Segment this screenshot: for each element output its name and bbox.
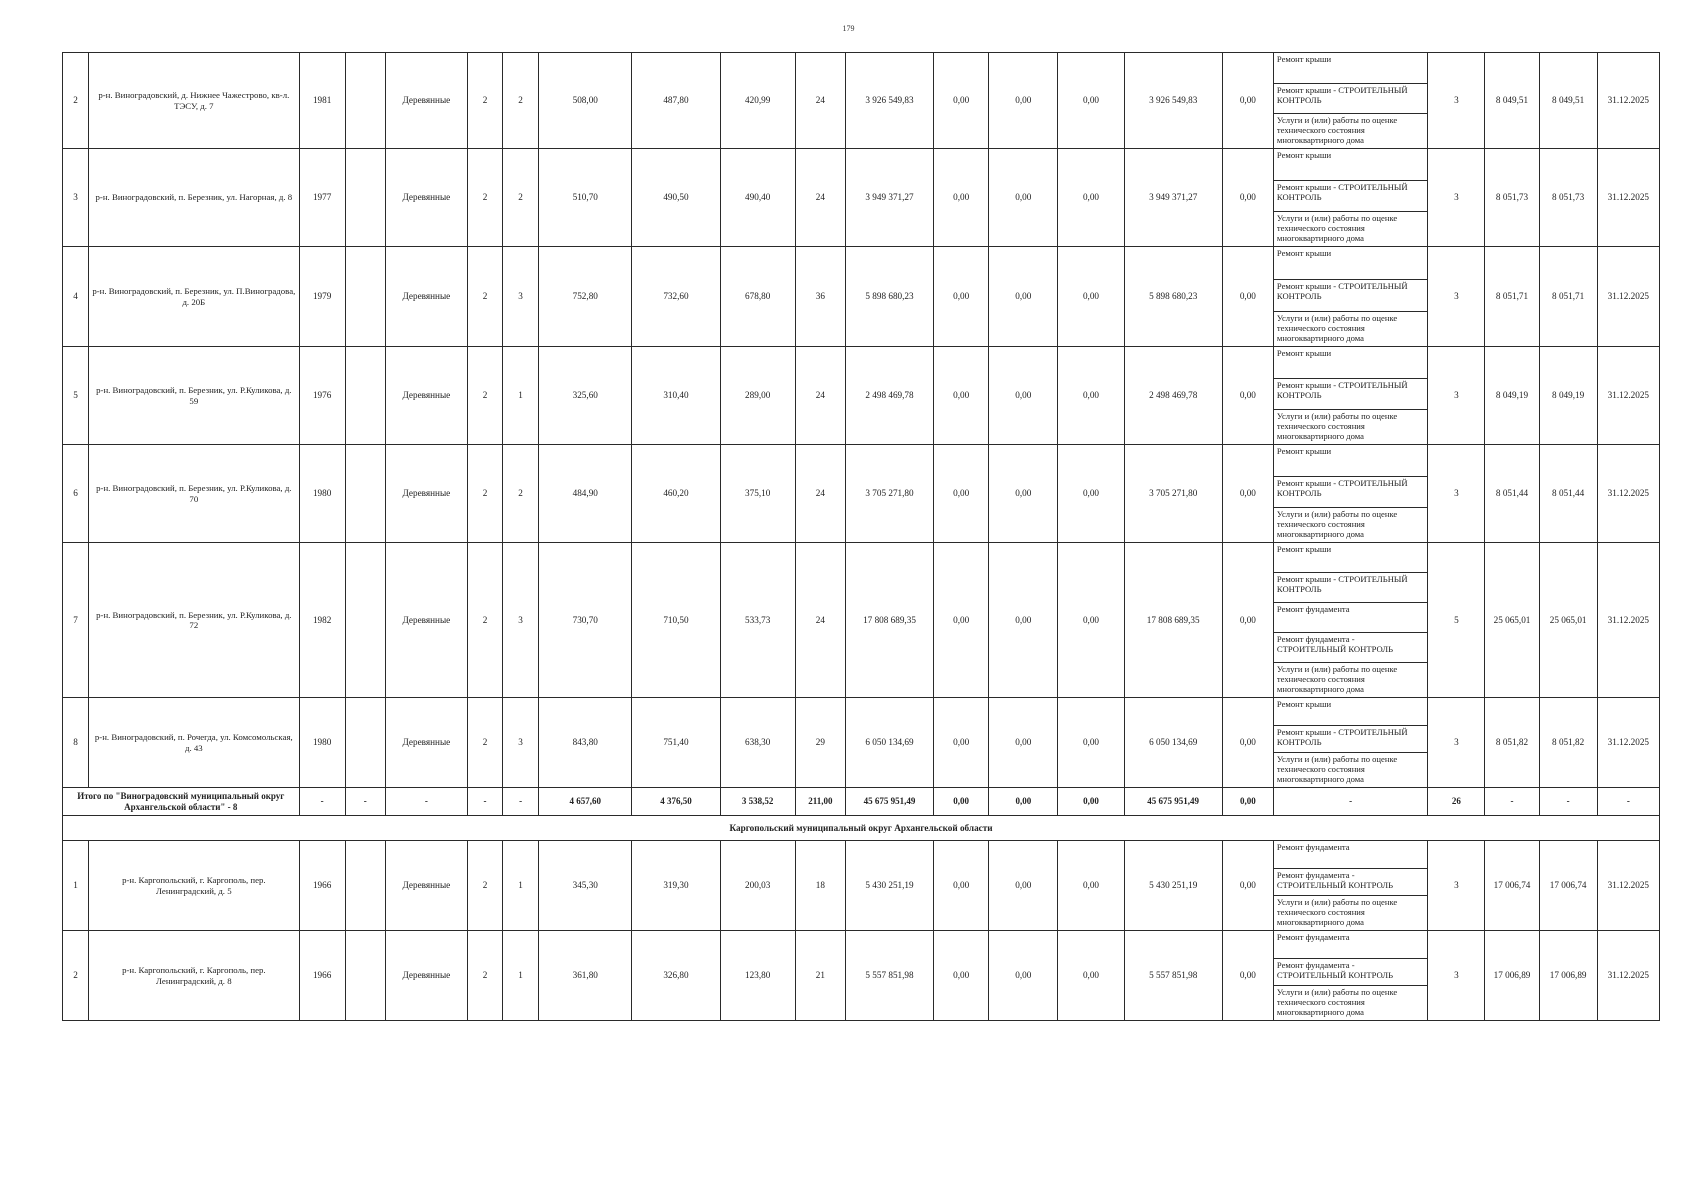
- cell-floors: 2: [467, 149, 502, 247]
- cell-f3: 0,00: [1058, 149, 1124, 247]
- cell-p2: 8 051,82: [1539, 698, 1597, 788]
- cell-f4: 3 926 549,83: [1124, 53, 1222, 149]
- cell-p1: 8 051,44: [1485, 445, 1539, 543]
- cell-entrances: 3: [503, 247, 539, 347]
- cell-f4: 5 898 680,23: [1124, 247, 1222, 347]
- cell-year: 1976: [299, 347, 345, 445]
- cell-c4: [345, 543, 385, 698]
- cell-people: 24: [795, 149, 845, 247]
- cell-date: 31.12.2025: [1597, 149, 1659, 247]
- cell-cnt: 3: [1428, 931, 1485, 1021]
- cell-a3: 375,10: [720, 445, 795, 543]
- cell-date: 31.12.2025: [1597, 698, 1659, 788]
- cell-p2: 8 049,51: [1539, 53, 1597, 149]
- cell-cnt: 3: [1428, 149, 1485, 247]
- cell-a3: 533,73: [720, 543, 795, 698]
- cell-works: [1273, 543, 1427, 698]
- cell-works: [1273, 347, 1427, 445]
- cell-material: Деревянные: [385, 931, 467, 1021]
- work-item: Ремонт крыши: [1276, 348, 1332, 358]
- cell-f5: 0,00: [1222, 247, 1273, 347]
- cell-p1: 17 006,74: [1485, 841, 1539, 931]
- cell-a1: 730,70: [539, 543, 632, 698]
- cell-f2: 0,00: [989, 841, 1058, 931]
- cell-works: [1273, 841, 1427, 931]
- cell-works: [1273, 149, 1427, 247]
- cell-material: Деревянные: [385, 445, 467, 543]
- work-item: Ремонт крыши - СТРОИТЕЛЬНЫЙ КОНТРОЛЬ: [1274, 725, 1427, 753]
- cell-people: 24: [795, 53, 845, 149]
- cell-people: 24: [795, 445, 845, 543]
- work-item: Услуги и (или) работы по оценке технического состояния многоквартирного дома: [1274, 113, 1427, 148]
- cell-f5: 0,00: [1222, 841, 1273, 931]
- work-item: Ремонт крыши: [1276, 544, 1332, 554]
- cell-year: 1981: [299, 53, 345, 149]
- total-label: Итого по "Виноградовский муниципальный округ Архангельской области" - 8: [63, 788, 300, 816]
- work-item: Услуги и (или) работы по оценке технического состояния многоквартирного дома: [1274, 507, 1427, 542]
- cell-n: 6: [63, 445, 89, 543]
- cell-p1: 25 065,01: [1485, 543, 1539, 698]
- total-total: 45 675 951,49: [845, 788, 933, 816]
- cell-entrances: 1: [503, 347, 539, 445]
- cell-c4: [345, 698, 385, 788]
- cell-f1: 0,00: [934, 247, 989, 347]
- total-f1: 0,00: [934, 788, 989, 816]
- works-list: [1274, 149, 1427, 246]
- table-row: [63, 543, 1660, 698]
- cell-works: [1273, 445, 1427, 543]
- work-item: Ремонт фундамента: [1276, 842, 1350, 852]
- cell-material: Деревянные: [385, 53, 467, 149]
- cell-a1: 325,60: [539, 347, 632, 445]
- cell-floors: 2: [467, 347, 502, 445]
- cell-f5: 0,00: [1222, 149, 1273, 247]
- cell-addr: р-н. Виноградовский, п. Березник, ул. Р.Куликова, д. 59: [89, 347, 300, 445]
- table-row: [63, 247, 1660, 347]
- cell-f1: 0,00: [934, 149, 989, 247]
- cell-f2: 0,00: [989, 53, 1058, 149]
- cell-a1: 345,30: [539, 841, 632, 931]
- work-item: Услуги и (или) работы по оценке технического состояния многоквартирного дома: [1274, 752, 1427, 787]
- cell-cnt: 3: [1428, 53, 1485, 149]
- cell-f1: 0,00: [934, 53, 989, 149]
- section-header-row: [63, 816, 1660, 841]
- cell-c4: [345, 247, 385, 347]
- cell-n: 2: [63, 53, 89, 149]
- cell-a1: 510,70: [539, 149, 632, 247]
- capital-repair-table: [62, 52, 1660, 1021]
- cell-p1: 8 049,19: [1485, 347, 1539, 445]
- work-item: Ремонт фундамента - СТРОИТЕЛЬНЫЙ КОНТРОЛЬ: [1274, 632, 1427, 662]
- cell-f3: 0,00: [1058, 841, 1124, 931]
- cell-f4: 3 949 371,27: [1124, 149, 1222, 247]
- total-a1: 4 657,60: [539, 788, 632, 816]
- cell-p2: 8 051,73: [1539, 149, 1597, 247]
- cell-total: 17 808 689,35: [845, 543, 933, 698]
- total-people: 211,00: [795, 788, 845, 816]
- cell-a1: 361,80: [539, 931, 632, 1021]
- cell-date: 31.12.2025: [1597, 247, 1659, 347]
- cell-people: 18: [795, 841, 845, 931]
- cell-a2: 490,50: [632, 149, 720, 247]
- cell-floors: 2: [467, 247, 502, 347]
- cell-addr: р-н. Виноградовский, п. Березник, ул. Р.Куликова, д. 72: [89, 543, 300, 698]
- cell-c4: [345, 149, 385, 247]
- cell-f5: 0,00: [1222, 543, 1273, 698]
- cell-addr: р-н. Виноградовский, п. Березник, ул. Р.Куликова, д. 70: [89, 445, 300, 543]
- cell-a3: 678,80: [720, 247, 795, 347]
- cell-people: 24: [795, 543, 845, 698]
- total-f4: 45 675 951,49: [1124, 788, 1222, 816]
- cell-cnt: 3: [1428, 247, 1485, 347]
- cell-n: 4: [63, 247, 89, 347]
- cell-p2: 8 051,71: [1539, 247, 1597, 347]
- cell-f2: 0,00: [989, 247, 1058, 347]
- cell-n: 1: [63, 841, 89, 931]
- work-item: Ремонт крыши - СТРОИТЕЛЬНЫЙ КОНТРОЛЬ: [1274, 476, 1427, 508]
- cell-material: Деревянные: [385, 698, 467, 788]
- cell-f2: 0,00: [989, 543, 1058, 698]
- cell-a1: 843,80: [539, 698, 632, 788]
- cell-date: 31.12.2025: [1597, 347, 1659, 445]
- cell-a2: 710,50: [632, 543, 720, 698]
- cell-addr: р-н. Каргопольский, г. Каргополь, пер. Ленинградский, д. 8: [89, 931, 300, 1021]
- cell-p1: 8 049,51: [1485, 53, 1539, 149]
- cell-entrances: 2: [503, 53, 539, 149]
- cell-addr: р-н. Виноградовский, п. Березник, ул. Нагорная, д. 8: [89, 149, 300, 247]
- cell-floors: 2: [467, 543, 502, 698]
- work-item: Ремонт крыши - СТРОИТЕЛЬНЫЙ КОНТРОЛЬ: [1274, 279, 1427, 312]
- cell-people: 36: [795, 247, 845, 347]
- cell-floors: 2: [467, 53, 502, 149]
- cell-a3: 200,03: [720, 841, 795, 931]
- cell-a2: 732,60: [632, 247, 720, 347]
- cell-n: 3: [63, 149, 89, 247]
- cell-f1: 0,00: [934, 841, 989, 931]
- table-row: [63, 931, 1660, 1021]
- total-dash: -: [1273, 788, 1427, 816]
- cell-total: 3 926 549,83: [845, 53, 933, 149]
- cell-entrances: 2: [503, 149, 539, 247]
- total-dash: -: [503, 788, 539, 816]
- page-number: 179: [842, 24, 855, 33]
- cell-p2: 8 051,44: [1539, 445, 1597, 543]
- cell-floors: 2: [467, 931, 502, 1021]
- cell-n: 2: [63, 931, 89, 1021]
- cell-material: Деревянные: [385, 247, 467, 347]
- cell-n: 7: [63, 543, 89, 698]
- cell-material: Деревянные: [385, 149, 467, 247]
- total-dash: -: [299, 788, 345, 816]
- works-list: [1274, 543, 1427, 697]
- cell-entrances: 1: [503, 931, 539, 1021]
- work-item: Ремонт крыши - СТРОИТЕЛЬНЫЙ КОНТРОЛЬ: [1274, 83, 1427, 114]
- cell-f3: 0,00: [1058, 698, 1124, 788]
- cell-addr: р-н. Виноградовский, п. Березник, ул. П.Виноградова, д. 20Б: [89, 247, 300, 347]
- cell-people: 24: [795, 347, 845, 445]
- total-f2: 0,00: [989, 788, 1058, 816]
- work-item: Ремонт фундамента - СТРОИТЕЛЬНЫЙ КОНТРОЛЬ: [1274, 958, 1427, 986]
- cell-f3: 0,00: [1058, 445, 1124, 543]
- works-list: [1274, 931, 1427, 1020]
- cell-p2: 17 006,89: [1539, 931, 1597, 1021]
- works-list: [1274, 247, 1427, 346]
- work-item: Ремонт крыши: [1276, 248, 1332, 258]
- cell-a2: 487,80: [632, 53, 720, 149]
- cell-date: 31.12.2025: [1597, 53, 1659, 149]
- cell-c4: [345, 53, 385, 149]
- cell-p2: 8 049,19: [1539, 347, 1597, 445]
- cell-a2: 310,40: [632, 347, 720, 445]
- works-list: [1274, 53, 1427, 148]
- cell-total: 5 557 851,98: [845, 931, 933, 1021]
- cell-year: 1977: [299, 149, 345, 247]
- cell-f3: 0,00: [1058, 931, 1124, 1021]
- total-f5: 0,00: [1222, 788, 1273, 816]
- cell-total: 6 050 134,69: [845, 698, 933, 788]
- cell-f1: 0,00: [934, 347, 989, 445]
- cell-p1: 8 051,71: [1485, 247, 1539, 347]
- work-item: Услуги и (или) работы по оценке технического состояния многоквартирного дома: [1274, 409, 1427, 444]
- work-item: Ремонт крыши: [1276, 446, 1332, 456]
- cell-f3: 0,00: [1058, 347, 1124, 445]
- cell-year: 1980: [299, 445, 345, 543]
- works-list: [1274, 347, 1427, 444]
- table-row: [63, 53, 1660, 149]
- cell-total: 2 498 469,78: [845, 347, 933, 445]
- total-dash: -: [385, 788, 467, 816]
- cell-c4: [345, 347, 385, 445]
- cell-f5: 0,00: [1222, 53, 1273, 149]
- cell-date: 31.12.2025: [1597, 445, 1659, 543]
- table-row: [63, 841, 1660, 931]
- cell-n: 8: [63, 698, 89, 788]
- work-item: Ремонт крыши - СТРОИТЕЛЬНЫЙ КОНТРОЛЬ: [1274, 180, 1427, 212]
- cell-year: 1982: [299, 543, 345, 698]
- cell-a1: 508,00: [539, 53, 632, 149]
- cell-f5: 0,00: [1222, 931, 1273, 1021]
- table-row: [63, 149, 1660, 247]
- cell-works: [1273, 247, 1427, 347]
- cell-a3: 420,99: [720, 53, 795, 149]
- cell-date: 31.12.2025: [1597, 841, 1659, 931]
- cell-p1: 17 006,89: [1485, 931, 1539, 1021]
- cell-floors: 2: [467, 698, 502, 788]
- cell-f4: 2 498 469,78: [1124, 347, 1222, 445]
- cell-addr: р-н. Каргопольский, г. Каргополь, пер. Ленинградский, д. 5: [89, 841, 300, 931]
- total-dash: -: [1597, 788, 1659, 816]
- cell-f3: 0,00: [1058, 543, 1124, 698]
- cell-f4: 3 705 271,80: [1124, 445, 1222, 543]
- total-cnt: 26: [1428, 788, 1485, 816]
- total-dash: -: [1485, 788, 1539, 816]
- cell-works: [1273, 698, 1427, 788]
- total-dash: -: [345, 788, 385, 816]
- cell-a2: 460,20: [632, 445, 720, 543]
- cell-c4: [345, 445, 385, 543]
- table-body: [63, 53, 1660, 1021]
- cell-cnt: 5: [1428, 543, 1485, 698]
- cell-f2: 0,00: [989, 347, 1058, 445]
- cell-a1: 484,90: [539, 445, 632, 543]
- work-item: Ремонт фундамента: [1276, 932, 1350, 942]
- total-a2: 4 376,50: [632, 788, 720, 816]
- work-item: Ремонт крыши: [1276, 54, 1332, 64]
- cell-f3: 0,00: [1058, 247, 1124, 347]
- cell-year: 1966: [299, 931, 345, 1021]
- works-list: [1274, 841, 1427, 930]
- total-dash: -: [467, 788, 502, 816]
- total-dash: -: [1539, 788, 1597, 816]
- cell-f2: 0,00: [989, 931, 1058, 1021]
- cell-a3: 123,80: [720, 931, 795, 1021]
- works-list: [1274, 445, 1427, 542]
- cell-people: 29: [795, 698, 845, 788]
- cell-year: 1980: [299, 698, 345, 788]
- work-item: Ремонт крыши: [1276, 150, 1332, 160]
- cell-c4: [345, 931, 385, 1021]
- cell-f5: 0,00: [1222, 347, 1273, 445]
- cell-a2: 326,80: [632, 931, 720, 1021]
- cell-a2: 751,40: [632, 698, 720, 788]
- cell-material: Деревянные: [385, 543, 467, 698]
- cell-p2: 25 065,01: [1539, 543, 1597, 698]
- cell-n: 5: [63, 347, 89, 445]
- cell-a3: 490,40: [720, 149, 795, 247]
- cell-floors: 2: [467, 841, 502, 931]
- table-row: [63, 347, 1660, 445]
- work-item: Ремонт крыши - СТРОИТЕЛЬНЫЙ КОНТРОЛЬ: [1274, 378, 1427, 410]
- total-a3: 3 538,52: [720, 788, 795, 816]
- work-item: Ремонт фундамента - СТРОИТЕЛЬНЫЙ КОНТРОЛЬ: [1274, 868, 1427, 896]
- cell-year: 1979: [299, 247, 345, 347]
- cell-entrances: 3: [503, 698, 539, 788]
- cell-c4: [345, 841, 385, 931]
- total-row: [63, 788, 1660, 816]
- cell-p1: 8 051,73: [1485, 149, 1539, 247]
- cell-f2: 0,00: [989, 445, 1058, 543]
- cell-f4: 5 557 851,98: [1124, 931, 1222, 1021]
- cell-f4: 5 430 251,19: [1124, 841, 1222, 931]
- cell-f2: 0,00: [989, 698, 1058, 788]
- work-item: Ремонт крыши - СТРОИТЕЛЬНЫЙ КОНТРОЛЬ: [1274, 572, 1427, 602]
- cell-a3: 289,00: [720, 347, 795, 445]
- cell-p2: 17 006,74: [1539, 841, 1597, 931]
- cell-total: 3 949 371,27: [845, 149, 933, 247]
- work-item: Услуги и (или) работы по оценке технического состояния многоквартирного дома: [1274, 662, 1427, 697]
- cell-cnt: 3: [1428, 841, 1485, 931]
- cell-f5: 0,00: [1222, 445, 1273, 543]
- cell-date: 31.12.2025: [1597, 543, 1659, 698]
- work-item: Услуги и (или) работы по оценке технического состояния многоквартирного дома: [1274, 311, 1427, 346]
- cell-f3: 0,00: [1058, 53, 1124, 149]
- work-item: Услуги и (или) работы по оценке технического состояния многоквартирного дома: [1274, 985, 1427, 1020]
- cell-total: 3 705 271,80: [845, 445, 933, 543]
- cell-entrances: 3: [503, 543, 539, 698]
- cell-f4: 6 050 134,69: [1124, 698, 1222, 788]
- total-f3: 0,00: [1058, 788, 1124, 816]
- cell-works: [1273, 931, 1427, 1021]
- cell-people: 21: [795, 931, 845, 1021]
- cell-entrances: 1: [503, 841, 539, 931]
- work-item: Услуги и (или) работы по оценке технического состояния многоквартирного дома: [1274, 211, 1427, 246]
- cell-f1: 0,00: [934, 445, 989, 543]
- cell-works: [1273, 53, 1427, 149]
- cell-date: 31.12.2025: [1597, 931, 1659, 1021]
- cell-f2: 0,00: [989, 149, 1058, 247]
- work-item: Ремонт фундамента: [1274, 602, 1427, 632]
- cell-f5: 0,00: [1222, 698, 1273, 788]
- cell-f4: 17 808 689,35: [1124, 543, 1222, 698]
- cell-a1: 752,80: [539, 247, 632, 347]
- cell-material: Деревянные: [385, 841, 467, 931]
- cell-total: 5 430 251,19: [845, 841, 933, 931]
- section-title: Каргопольский муниципальный округ Архангельской области: [63, 816, 1660, 841]
- cell-addr: р-н. Виноградовский, п. Рочегда, ул. Комсомольская, д. 43: [89, 698, 300, 788]
- cell-p1: 8 051,82: [1485, 698, 1539, 788]
- cell-cnt: 3: [1428, 445, 1485, 543]
- cell-total: 5 898 680,23: [845, 247, 933, 347]
- cell-cnt: 3: [1428, 347, 1485, 445]
- cell-a3: 638,30: [720, 698, 795, 788]
- cell-f1: 0,00: [934, 543, 989, 698]
- cell-f1: 0,00: [934, 931, 989, 1021]
- cell-floors: 2: [467, 445, 502, 543]
- table-row: [63, 698, 1660, 788]
- cell-entrances: 2: [503, 445, 539, 543]
- cell-addr: р-н. Виноградовский, д. Нижнее Чажестрово, кв-л. ТЭСУ, д. 7: [89, 53, 300, 149]
- cell-material: Деревянные: [385, 347, 467, 445]
- cell-cnt: 3: [1428, 698, 1485, 788]
- cell-a2: 319,30: [632, 841, 720, 931]
- table-row: [63, 445, 1660, 543]
- works-list: [1274, 698, 1427, 787]
- work-item: Услуги и (или) работы по оценке технического состояния многоквартирного дома: [1274, 895, 1427, 930]
- cell-year: 1966: [299, 841, 345, 931]
- cell-f1: 0,00: [934, 698, 989, 788]
- work-item: Ремонт крыши: [1276, 699, 1332, 709]
